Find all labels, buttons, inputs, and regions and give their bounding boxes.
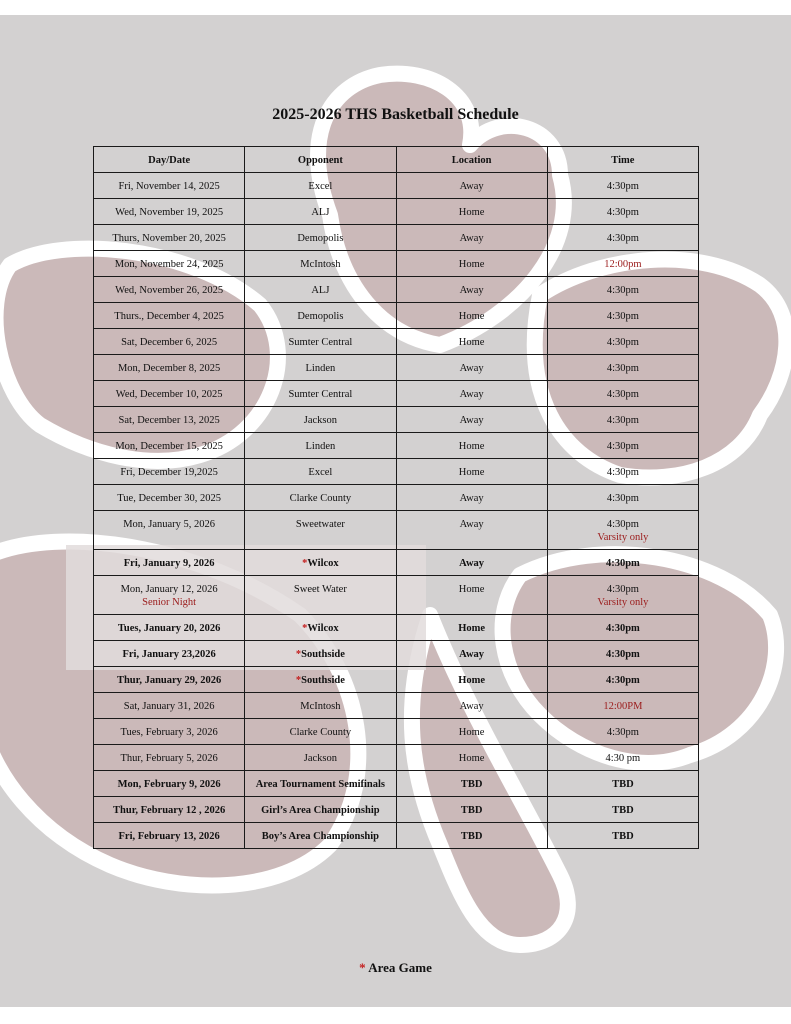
cell-location: Away — [396, 550, 547, 576]
opponent-name: Southside — [301, 675, 345, 686]
cell-opponent: Sumter Central — [245, 329, 396, 355]
cell-time: 4:30pm — [547, 459, 698, 485]
cell-location: Away — [396, 485, 547, 511]
cell-location: Away — [396, 173, 547, 199]
cell-location: Home — [396, 433, 547, 459]
cell-time: TBD — [547, 797, 698, 823]
cell-time: 12:00pm — [547, 251, 698, 277]
cell-date: Mon, November 24, 2025 — [94, 251, 245, 277]
cell-opponent: Linden — [245, 433, 396, 459]
cell-location: TBD — [396, 823, 547, 849]
cell-opponent: Sweet Water — [245, 576, 396, 615]
opponent-name: Southside — [301, 649, 345, 660]
time-value: 4:30pm — [606, 584, 639, 595]
table-row — [94, 173, 699, 199]
cell-date: Sat, January 31, 2026 — [94, 693, 245, 719]
cell-date: Wed, November 19, 2025 — [94, 199, 245, 225]
opponent-name: Wilcox — [307, 558, 339, 569]
cell-time — [547, 576, 698, 615]
cell-opponent: Linden — [245, 355, 396, 381]
table-row-tournament — [94, 823, 699, 849]
cell-time: 4:30 pm — [547, 745, 698, 771]
cell-location: Home — [396, 719, 547, 745]
table-header-row — [94, 147, 699, 173]
cell-opponent: Boy’s Area Championship — [245, 823, 396, 849]
table-row — [94, 277, 699, 303]
cell-date: Mon, February 9, 2026 — [94, 771, 245, 797]
table-row — [94, 381, 699, 407]
cell-opponent: Jackson — [245, 745, 396, 771]
cell-location: Away — [396, 355, 547, 381]
cell-date: Thur, February 12 , 2026 — [94, 797, 245, 823]
time-note: Varsity only — [597, 597, 649, 608]
cell-date: Fri, January 23,2026 — [94, 641, 245, 667]
legend-text: Area Game — [365, 960, 432, 975]
cell-location: Home — [396, 667, 547, 693]
cell-location: Away — [396, 277, 547, 303]
cell-opponent — [245, 641, 396, 667]
cell-time: 4:30pm — [547, 719, 698, 745]
cell-opponent: ALJ — [245, 199, 396, 225]
cell-time: TBD — [547, 771, 698, 797]
header-time: Time — [547, 147, 698, 173]
cell-date: Mon, December 15, 2025 — [94, 433, 245, 459]
cell-date: Fri, January 9, 2026 — [94, 550, 245, 576]
cell-location: Away — [396, 511, 547, 550]
cell-date: Fri, November 14, 2025 — [94, 173, 245, 199]
schedule-page — [0, 15, 791, 1007]
cell-date: Sat, December 6, 2025 — [94, 329, 245, 355]
cell-time: 4:30pm — [547, 407, 698, 433]
cell-opponent — [245, 550, 396, 576]
cell-date: Thurs, November 20, 2025 — [94, 225, 245, 251]
header-date: Day/Date — [94, 147, 245, 173]
table-row-area-game — [94, 641, 699, 667]
cell-location: TBD — [396, 771, 547, 797]
cell-time: 12:00PM — [547, 693, 698, 719]
table-row — [94, 225, 699, 251]
cell-opponent: Clarke County — [245, 719, 396, 745]
area-game-star: * — [295, 649, 302, 660]
cell-time: 4:30pm — [547, 550, 698, 576]
table-row — [94, 433, 699, 459]
cell-time: 4:30pm — [547, 615, 698, 641]
cell-time: 4:30pm — [547, 199, 698, 225]
cell-time — [547, 511, 698, 550]
cell-location: Home — [396, 199, 547, 225]
cell-time: TBD — [547, 823, 698, 849]
table-row — [94, 407, 699, 433]
cell-opponent: Demopolis — [245, 303, 396, 329]
cell-location: Away — [396, 225, 547, 251]
cell-date: Wed, December 10, 2025 — [94, 381, 245, 407]
table-row-tournament — [94, 797, 699, 823]
header-opponent: Opponent — [245, 147, 396, 173]
table-row-area-game — [94, 615, 699, 641]
cell-opponent: Area Tournament Semifinals — [245, 771, 396, 797]
cell-time: 4:30pm — [547, 641, 698, 667]
table-row-tournament — [94, 771, 699, 797]
cell-opponent: Excel — [245, 459, 396, 485]
table-row — [94, 719, 699, 745]
cell-date: Thur, January 29, 2026 — [94, 667, 245, 693]
schedule-table — [93, 146, 699, 849]
cell-date: Fri, February 13, 2026 — [94, 823, 245, 849]
cell-date — [94, 576, 245, 615]
table-row — [94, 576, 699, 615]
cell-time: 4:30pm — [547, 381, 698, 407]
table-row — [94, 303, 699, 329]
table-row — [94, 199, 699, 225]
cell-time: 4:30pm — [547, 355, 698, 381]
area-game-legend — [0, 960, 791, 976]
cell-location: Away — [396, 407, 547, 433]
cell-opponent — [245, 615, 396, 641]
cell-time: 4:30pm — [547, 303, 698, 329]
cell-opponent: Girl’s Area Championship — [245, 797, 396, 823]
table-row — [94, 485, 699, 511]
area-game-star: * — [295, 675, 302, 686]
cell-time: 4:30pm — [547, 667, 698, 693]
time-note: Varsity only — [597, 532, 649, 543]
cell-location: Home — [396, 615, 547, 641]
cell-date: Tues, February 3, 2026 — [94, 719, 245, 745]
cell-location: Away — [396, 693, 547, 719]
table-row — [94, 511, 699, 550]
table-row-area-game — [94, 550, 699, 576]
area-game-star: * — [302, 623, 308, 634]
table-row — [94, 459, 699, 485]
cell-opponent — [245, 667, 396, 693]
cell-opponent: Sumter Central — [245, 381, 396, 407]
cell-date: Fri, December 19,2025 — [94, 459, 245, 485]
area-game-star: * — [302, 558, 308, 569]
cell-location: Home — [396, 251, 547, 277]
cell-location: Home — [396, 459, 547, 485]
cell-date: Thurs., December 4, 2025 — [94, 303, 245, 329]
cell-opponent: McIntosh — [245, 251, 396, 277]
cell-location: Away — [396, 641, 547, 667]
cell-date: Mon, December 8, 2025 — [94, 355, 245, 381]
cell-date: Tues, January 20, 2026 — [94, 615, 245, 641]
cell-opponent: Demopolis — [245, 225, 396, 251]
cell-time: 4:30pm — [547, 225, 698, 251]
cell-location: Away — [396, 381, 547, 407]
opponent-name: Wilcox — [307, 623, 339, 634]
cell-opponent: Jackson — [245, 407, 396, 433]
cell-time: 4:30pm — [547, 433, 698, 459]
cell-time: 4:30pm — [547, 173, 698, 199]
table-row-area-game — [94, 667, 699, 693]
table-row — [94, 251, 699, 277]
cell-location: TBD — [396, 797, 547, 823]
date-note: Senior Night — [142, 597, 197, 608]
cell-date: Tue, December 30, 2025 — [94, 485, 245, 511]
table-row — [94, 355, 699, 381]
cell-location: Home — [396, 745, 547, 771]
cell-date: Sat, December 13, 2025 — [94, 407, 245, 433]
cell-date: Thur, February 5, 2026 — [94, 745, 245, 771]
date-value: Mon, January 12, 2026 — [120, 584, 218, 595]
cell-date: Mon, January 5, 2026 — [94, 511, 245, 550]
cell-opponent: ALJ — [245, 277, 396, 303]
cell-opponent: Excel — [245, 173, 396, 199]
time-value: 4:30pm — [606, 519, 639, 530]
legend-star: * — [359, 960, 366, 975]
cell-time: 4:30pm — [547, 485, 698, 511]
table-row — [94, 329, 699, 355]
table-row — [94, 693, 699, 719]
cell-time: 4:30pm — [547, 277, 698, 303]
cell-date: Wed, November 26, 2025 — [94, 277, 245, 303]
cell-location: Home — [396, 329, 547, 355]
cell-opponent: Sweetwater — [245, 511, 396, 550]
cell-opponent: McIntosh — [245, 693, 396, 719]
page-title: 2025-2026 THS Basketball Schedule — [272, 106, 519, 123]
cell-opponent: Clarke County — [245, 485, 396, 511]
cell-location: Home — [396, 576, 547, 615]
table-row — [94, 745, 699, 771]
header-location: Location — [396, 147, 547, 173]
cell-time: 4:30pm — [547, 329, 698, 355]
cell-location: Home — [396, 303, 547, 329]
